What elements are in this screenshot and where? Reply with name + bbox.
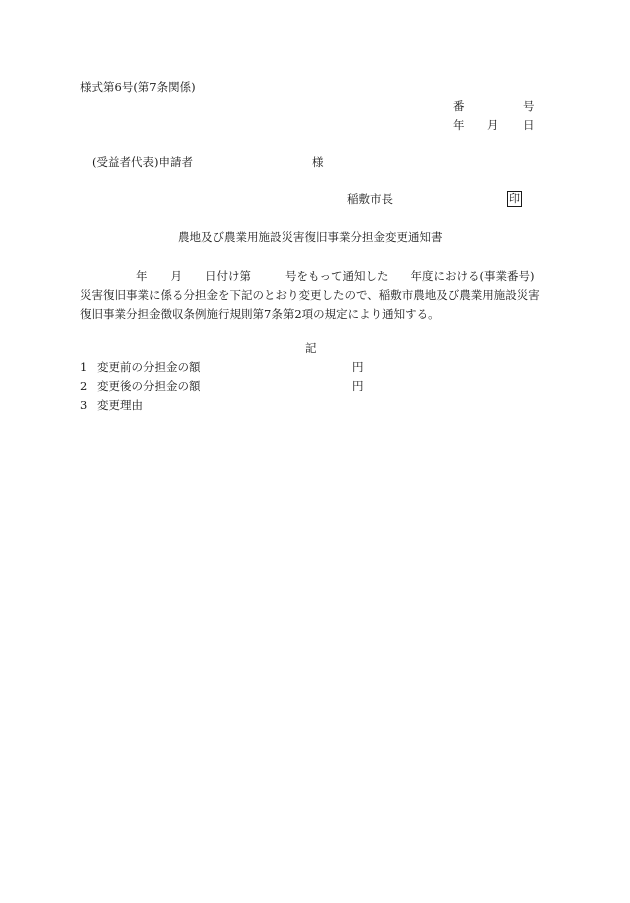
body-line-2: 災害復旧事業に係る分担金を下記のとおり変更したので、稲敷市農地及び農業用施設災害 xyxy=(80,288,540,302)
body-fiscal: 年度における(事業番号) xyxy=(410,269,535,283)
body-year: 年 xyxy=(136,269,148,283)
item-1-label: 変更前の分担金の額 xyxy=(97,360,201,374)
seal-mark: 印 xyxy=(507,191,522,207)
recipient-label: (受益者代表)申請者 xyxy=(92,155,193,169)
item-3-label: 変更理由 xyxy=(97,398,143,412)
item-3-num: 3 xyxy=(80,398,88,412)
body-line-1 xyxy=(80,267,555,286)
number-ban: 番 xyxy=(453,99,465,113)
item-2-num: 2 xyxy=(80,379,88,393)
recipient-honorific: 様 xyxy=(312,155,324,169)
item-1-unit: 円 xyxy=(352,360,364,374)
body-line-3: 復旧事業分担金徴収条例施行規則第7条第2項の規定により通知する。 xyxy=(80,307,440,321)
body-date-no: 日付け第 xyxy=(205,269,251,283)
item-2-unit: 円 xyxy=(352,379,364,393)
body-month: 月 xyxy=(170,269,182,283)
number-go: 号 xyxy=(523,99,535,113)
document-title: 農地及び農業用施設災害復旧事業分担金変更通知書 xyxy=(178,230,443,244)
date-year: 年 xyxy=(453,118,465,132)
item-1-num: 1 xyxy=(80,360,88,374)
form-label: 様式第6号(第7条関係) xyxy=(80,80,196,94)
issuer-seal xyxy=(507,191,522,207)
date-day: 日 xyxy=(523,118,535,132)
ki-heading: 記 xyxy=(305,341,317,355)
item-2-label: 変更後の分担金の額 xyxy=(97,379,201,393)
issuer-name: 稲敷市長 xyxy=(347,192,393,206)
date-month: 月 xyxy=(487,118,499,132)
body-notified: 号をもって通知した xyxy=(285,269,389,283)
notice-body xyxy=(80,267,555,324)
